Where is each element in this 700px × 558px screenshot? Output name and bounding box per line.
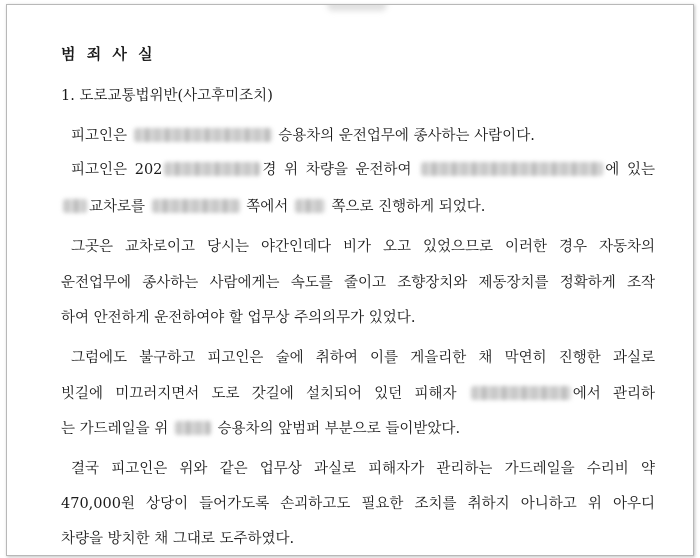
text-segment: 승용차의 운전업무에 종사하는 사람이다. [278, 128, 535, 144]
text-segment: 에서 관리하 [572, 386, 655, 402]
text-segment: 피고인은 202 [71, 162, 163, 178]
section-heading: 1. 도로교통법위반(사고후미조치) [61, 88, 273, 104]
redacted-text [295, 199, 325, 213]
paragraph-3-line-3: 하여 안전하게 운전하여야 할 업무상 주의의무가 있었다. [61, 310, 416, 326]
redacted-text [152, 199, 240, 213]
text-segment: 는 가드레일을 위 [61, 421, 169, 437]
text-segment: 에 있는 [605, 162, 655, 178]
redacted-text [164, 162, 260, 176]
text-segment: 승용차의 앞범퍼 부분으로 들이받았다. [217, 421, 461, 437]
redacted-text [63, 199, 87, 213]
paragraph-5-line-1: 결국 피고인은 위와 같은 업무상 과실로 피해자가 관리하는 가드레일을 수리비 약 [71, 461, 655, 477]
paragraph-2-line-1 [71, 158, 655, 179]
text-segment: 피고인은 [71, 128, 128, 144]
redacted-text [471, 386, 571, 400]
document-page [6, 4, 694, 556]
text-segment: 쪽으로 진행하게 되었다. [331, 199, 486, 215]
text-segment: 교차로를 [89, 199, 146, 215]
paragraph-3-line-2: 운전업무에 종사하는 사람에게는 속도를 줄이고 조향장치와 제동장치를 정확하게 조작 [61, 275, 655, 291]
paragraph-4-line-2 [61, 382, 655, 403]
text-segment: 빗길에 미끄러지면서 도로 갓길에 설치되어 있던 피해자 [61, 386, 457, 402]
redacted-text [421, 162, 603, 176]
paragraph-5-line-2: 470,000원 상당이 들어가도록 손괴하고도 필요한 조치를 취하지 아니하고 위 아우디 [61, 496, 655, 512]
redacted-text [175, 421, 211, 435]
redacted-text [134, 128, 272, 142]
text-segment: 경 위 차량을 운전하여 [262, 162, 412, 178]
paragraph-5-line-3: 차량을 방치한 채 그대로 도주하였다. [61, 531, 295, 547]
paragraph-1-line-1 [71, 124, 655, 145]
text-segment: 쪽에서 [246, 199, 289, 215]
page-top-fade [327, 4, 387, 11]
paragraph-4-line-3 [61, 417, 655, 438]
paragraph-2-line-2 [61, 195, 655, 216]
document-title: 범 죄 사 실 [61, 45, 156, 63]
paragraph-4-line-1: 그럼에도 불구하고 피고인은 술에 취하여 이를 게을리한 채 막연히 진행한 과실로 [71, 350, 655, 366]
paragraph-3-line-1: 그곳은 교차로이고 당시는 야간인데다 비가 오고 있었으므로 이러한 경우 자동차의 [71, 239, 655, 255]
